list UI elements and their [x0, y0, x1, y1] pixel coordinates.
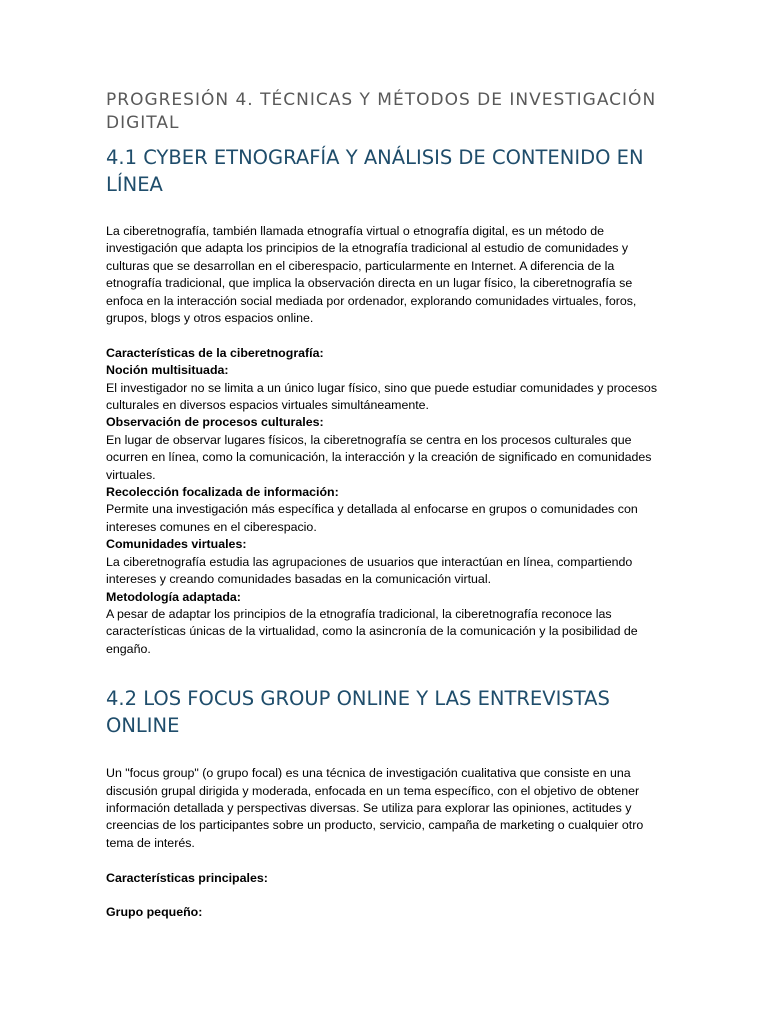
spacer	[106, 852, 666, 869]
item-title: Noción multisituada:	[106, 363, 229, 378]
section-1-intro: La ciberetnografía, también llamada etnografía virtual o etnografía digital, es un método de investigación que adapta los principios de la etnografía tradicional al estudio de comunidades y culturas que se desarrollan en el ciberespacio, particularmente en Internet. A diferencia de la etnografía tradicional, que implica la observación directa en un lugar físico, la ciberetnografía se enfoca en la interacción social mediada por ordenador, explorando comunidades virtuales, foros, grupos, blogs y otros espacios online.	[106, 224, 637, 326]
item-text: Permite una investigación más específica y detallada al enfocarse en grupos o comunidades con intereses comunes en el ciberespacio.	[106, 502, 638, 534]
spacer	[106, 739, 666, 765]
item-text: La ciberetnografía estudia las agrupaciones de usuarios que interactúan en línea, compartiendo intereses y creando comunidades basadas en la comunicación virtual.	[106, 554, 633, 587]
characteristics-list	[106, 362, 666, 658]
spacer	[106, 327, 666, 344]
item-title: Grupo pequeño:	[106, 905, 203, 920]
progression-title: PROGRESIÓN 4. TÉCNICAS Y MÉTODOS DE INVESTIGACIÓN DIGITAL	[106, 90, 657, 133]
spacer	[106, 198, 666, 223]
spacer	[106, 658, 666, 685]
item-title: Recolección focalizada de información:	[106, 485, 339, 500]
section-2-intro: Un "focus group" (o grupo focal) es una técnica de investigación cualitativa que consiste en una discusión grupal dirigida y moderada, enfocada en un tema específico, con el objetivo de obtener información detallada y perspectivas diversas. Se utiliza para explorar las opiniones, actitudes y creencias de los participantes sobre un producto, servicio, campaña de marketing o cualquier otro tema de interés.	[106, 766, 644, 850]
spacer	[106, 887, 666, 904]
item-title: Observación de procesos culturales:	[106, 415, 324, 430]
section-heading-4-2: 4.2 LOS FOCUS GROUP ONLINE Y LAS ENTREVISTAS ONLINE	[106, 687, 610, 738]
item-title: Comunidades virtuales:	[106, 537, 247, 552]
section-heading-4-1: 4.1 CYBER ETNOGRAFÍA Y ANÁLISIS DE CONTENIDO EN LÍNEA	[106, 146, 644, 196]
main-characteristics-title: Características principales:	[106, 870, 268, 885]
document-page	[106, 89, 666, 922]
characteristics-title: Características de la ciberetnografía:	[106, 345, 324, 360]
item-text: En lugar de observar lugares físicos, la ciberetnografía se centra en los procesos culturales que ocurren en línea, como la comunicación, la interacción y la creación de significado en comunidades virtuales.	[106, 432, 652, 482]
item-text: A pesar de adaptar los principios de la etnografía tradicional, la ciberetnografía reconoce las características únicas de la virtualidad, como la asincronía de la comunicación y la posibilidad de engaño.	[106, 606, 638, 656]
item-title: Metodología adaptada:	[106, 589, 241, 604]
item-text: El investigador no se limita a un único lugar físico, sino que puede estudiar comunidades y procesos culturales en diversos espacios virtuales simultáneamente.	[106, 380, 658, 413]
